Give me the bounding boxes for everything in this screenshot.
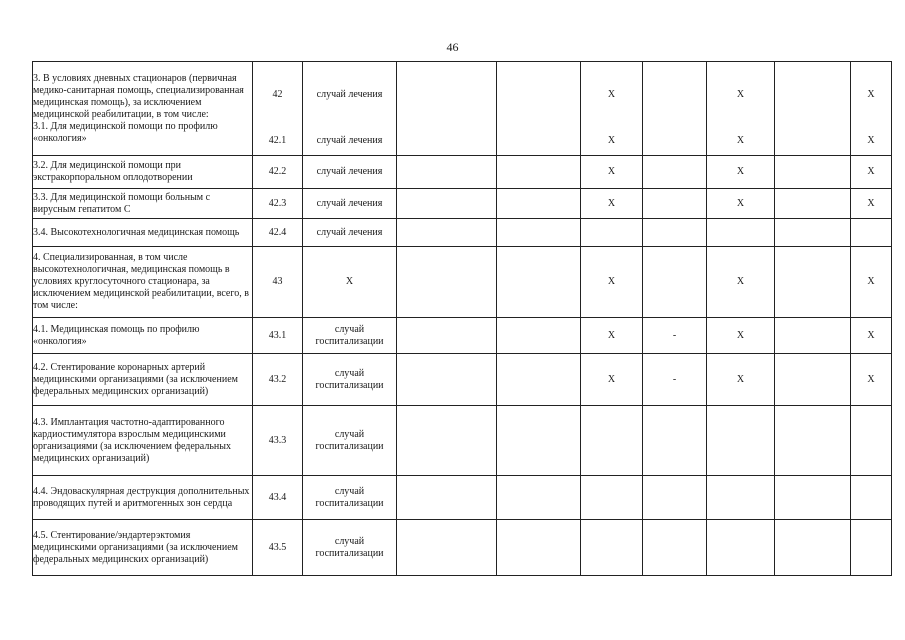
row-description — [33, 189, 253, 219]
value-cell — [397, 354, 497, 406]
subrow-unit-text: случай лечения — [316, 135, 383, 146]
value-text: X — [867, 276, 875, 287]
value-cell — [397, 318, 497, 354]
value-cell — [643, 318, 707, 354]
row-number-text: 43.2 — [268, 373, 287, 385]
row-description — [33, 247, 253, 318]
value-cell — [707, 318, 775, 354]
row-description-text: 3.3. Для медицинской помощи больным с вирусным гепатитом С — [33, 191, 211, 215]
row-number-text: 43.3 — [268, 434, 287, 446]
subrow-value-text: X — [867, 135, 875, 146]
row-unit — [303, 406, 397, 476]
value-cell — [581, 318, 643, 354]
value-cell — [851, 354, 892, 406]
value-text: X — [607, 197, 616, 209]
value-cell — [643, 520, 707, 576]
row-unit-text: случай госпитализации — [315, 485, 384, 509]
subrow-value-text: X — [607, 135, 616, 146]
value-text: - — [672, 373, 677, 385]
row-unit-text: случай лечения — [316, 166, 383, 177]
value-cell — [851, 318, 892, 354]
row-unit — [303, 318, 397, 354]
value-text: X — [867, 329, 875, 341]
value-text: X — [736, 276, 745, 287]
value-text: X — [736, 329, 745, 341]
table-row — [33, 318, 892, 354]
row-description-text: 4.2. Стентирование коронарных артерий медицинскими организациями (за исключением федеральных медицинских организаций) — [33, 361, 238, 397]
value-cell — [397, 247, 497, 318]
value-cell — [775, 476, 851, 520]
value-cell — [707, 476, 775, 520]
value-cell — [851, 406, 892, 476]
row-number-text: 43.1 — [268, 329, 287, 341]
value-text: X — [736, 166, 745, 177]
value-cell — [581, 156, 643, 189]
value-cell — [851, 476, 892, 520]
value-cell — [775, 520, 851, 576]
row-number — [253, 520, 303, 576]
value-cell — [643, 219, 707, 247]
value-cell — [707, 406, 775, 476]
value-cell — [707, 219, 775, 247]
value-text: - — [672, 329, 677, 341]
value-cell — [581, 476, 643, 520]
value-cell — [643, 156, 707, 189]
value-cell — [581, 354, 643, 406]
value-cell — [775, 354, 851, 406]
value-text: X — [867, 89, 875, 100]
table-row — [33, 354, 892, 406]
value-cell — [707, 520, 775, 576]
row-unit-text: X — [345, 276, 354, 287]
value-cell — [397, 520, 497, 576]
row-number-text: 42.4 — [268, 226, 287, 238]
value-text: X — [736, 89, 745, 100]
row-unit — [303, 247, 397, 318]
row-number — [253, 247, 303, 318]
row-description — [33, 476, 253, 520]
row-unit — [303, 156, 397, 189]
row-number-text: 42.3 — [268, 197, 287, 209]
row-unit-text: случай лечения — [316, 197, 383, 209]
value-text: X — [607, 329, 616, 341]
value-cell — [643, 62, 707, 156]
value-cell — [497, 318, 581, 354]
value-cell — [707, 156, 775, 189]
value-cell — [581, 247, 643, 318]
row-unit — [303, 189, 397, 219]
row-number — [253, 406, 303, 476]
row-description — [33, 354, 253, 406]
value-cell — [775, 247, 851, 318]
table-row — [33, 406, 892, 476]
value-text: X — [736, 197, 745, 209]
value-cell — [775, 219, 851, 247]
value-text: X — [607, 276, 616, 287]
value-cell — [851, 219, 892, 247]
value-cell — [497, 189, 581, 219]
value-text: X — [607, 373, 616, 385]
table-row — [33, 219, 892, 247]
table-row — [33, 189, 892, 219]
subrow-description-text: 3.1. Для медицинской помощи по профилю «онкология» — [33, 120, 218, 144]
row-number — [253, 318, 303, 354]
value-cell — [497, 219, 581, 247]
row-description-text: 3.2. Для медицинской помощи при экстракорпоральном оплодотворении — [33, 160, 193, 183]
table-row — [33, 520, 892, 576]
row-description-text: 4.5. Стентирование/эндартерэктомия медицинскими организациями (за исключением федеральных медицинских организаций) — [33, 529, 238, 565]
row-unit — [303, 219, 397, 247]
row-description-text: 3. В условиях дневных стационаров (первичная медико-санитарная помощь, специализированная медицинская помощь), за исключением медицинской реабилитации, в том числе: — [33, 72, 244, 120]
value-text: X — [607, 89, 616, 100]
row-number-text: 42 — [272, 89, 283, 100]
row-number-text: 43.4 — [268, 491, 287, 503]
table-row — [33, 156, 892, 189]
value-cell — [707, 247, 775, 318]
row-number — [253, 189, 303, 219]
value-cell — [851, 520, 892, 576]
row-unit-text: случай лечения — [316, 89, 383, 100]
value-text: X — [867, 197, 875, 209]
value-cell — [497, 520, 581, 576]
value-cell — [851, 62, 892, 156]
row-unit-text: случай госпитализации — [315, 367, 384, 391]
value-cell — [643, 354, 707, 406]
row-unit-text: случай лечения — [316, 226, 383, 238]
value-cell — [851, 189, 892, 219]
value-cell — [581, 62, 643, 156]
row-number — [253, 156, 303, 189]
row-unit-text: случай госпитализации — [315, 428, 384, 452]
value-text: X — [736, 373, 745, 385]
row-unit — [303, 520, 397, 576]
value-cell — [397, 189, 497, 219]
row-unit — [303, 476, 397, 520]
row-description-text: 4.3. Имплантация частотно-адаптированного кардиостимулятора взрослым медицинскими организациями (за исключением федеральных медицинских организаций) — [33, 416, 231, 464]
row-unit — [303, 354, 397, 406]
row-description — [33, 318, 253, 354]
row-description — [33, 406, 253, 476]
value-cell — [397, 406, 497, 476]
row-number — [253, 219, 303, 247]
value-cell — [775, 156, 851, 189]
row-unit-text: случай госпитализации — [315, 323, 384, 347]
row-unit-text: случай госпитализации — [315, 535, 384, 559]
value-cell — [775, 62, 851, 156]
value-cell — [775, 406, 851, 476]
value-cell — [497, 476, 581, 520]
row-description — [33, 219, 253, 247]
subrow-number-text: 42.1 — [268, 135, 287, 146]
value-cell — [497, 156, 581, 189]
value-cell — [581, 219, 643, 247]
row-unit — [303, 62, 397, 156]
value-cell — [581, 406, 643, 476]
value-cell — [707, 354, 775, 406]
row-description — [33, 62, 253, 156]
subrow-value-text: X — [736, 135, 745, 146]
row-number — [253, 354, 303, 406]
table-row — [33, 62, 892, 156]
value-cell — [707, 189, 775, 219]
page-number: 46 — [446, 40, 459, 54]
row-description-text: 4.1. Медицинская помощь по профилю «онкология» — [33, 323, 200, 347]
row-number-text: 43 — [272, 276, 283, 287]
value-cell — [497, 406, 581, 476]
value-cell — [497, 247, 581, 318]
value-cell — [643, 476, 707, 520]
table-row — [33, 476, 892, 520]
value-text: X — [607, 166, 616, 177]
value-cell — [707, 62, 775, 156]
value-cell — [397, 476, 497, 520]
row-description-text: 3.4. Высокотехнологичная медицинская помощь — [33, 226, 240, 238]
value-cell — [497, 62, 581, 156]
row-number-text: 42.2 — [268, 166, 287, 177]
value-cell — [643, 406, 707, 476]
value-cell — [397, 62, 497, 156]
value-cell — [581, 520, 643, 576]
table-body — [33, 62, 892, 576]
row-description — [33, 520, 253, 576]
value-cell — [397, 156, 497, 189]
row-number — [253, 476, 303, 520]
value-cell — [775, 318, 851, 354]
value-cell — [497, 354, 581, 406]
row-description-text: 4.4. Эндоваскулярная деструкция дополнительных проводящих путей и аритмогенных зон сердца — [33, 485, 250, 509]
value-cell — [581, 189, 643, 219]
value-cell — [643, 189, 707, 219]
row-description-text: 4. Специализированная, в том числе высокотехнологичная, медицинская помощь в условиях круглосуточного стационара, за исключением медицинской реабилитации, всего, в том числе: — [33, 252, 249, 311]
value-cell — [775, 189, 851, 219]
value-cell — [643, 247, 707, 318]
value-cell — [851, 247, 892, 318]
row-description — [33, 156, 253, 189]
medical-care-table — [32, 61, 892, 576]
row-number — [253, 62, 303, 156]
row-number-text: 43.5 — [268, 541, 287, 553]
value-text: X — [867, 166, 875, 177]
table-row — [33, 247, 892, 318]
value-text: X — [867, 373, 875, 385]
value-cell — [397, 219, 497, 247]
value-cell — [851, 156, 892, 189]
